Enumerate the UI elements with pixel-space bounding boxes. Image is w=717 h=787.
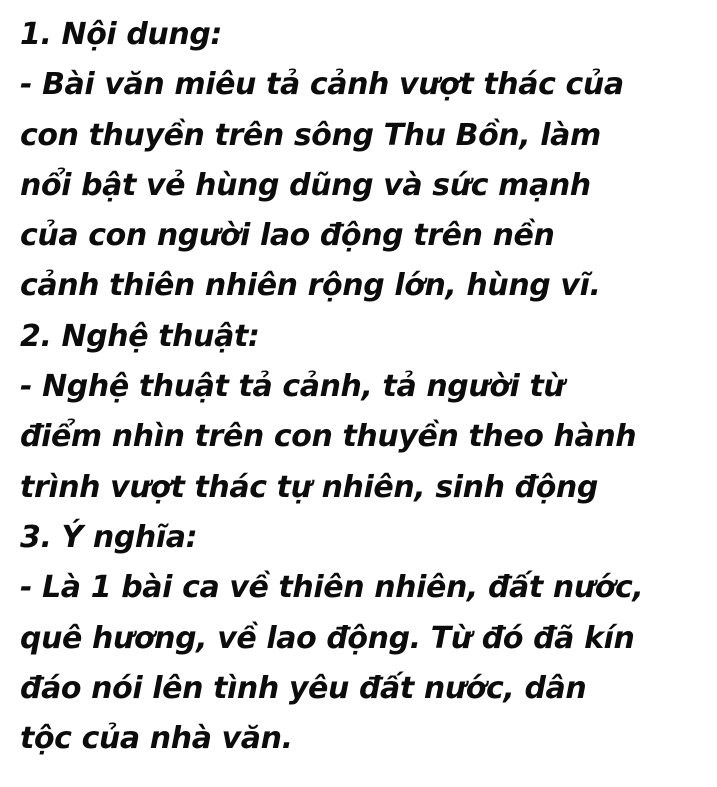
text-line: đáo nói lên tình yêu đất nước, dân <box>20 670 587 706</box>
section-nghe-thuat <box>20 312 699 513</box>
section-heading: 2. Nghệ thuật: <box>20 318 260 354</box>
text-line: - Bài văn miêu tả cảnh vượt thác của <box>20 67 624 103</box>
section-heading: 3. Ý nghĩa: <box>20 519 198 555</box>
section-body <box>20 563 699 764</box>
text-line: trình vượt thác tự nhiên, sinh động <box>20 469 598 505</box>
section-y-nghia <box>20 513 699 764</box>
text-line: quê hương, về lao động. Từ đó đã kín <box>20 620 635 656</box>
section-noi-dung <box>20 10 699 312</box>
section-heading: 1. Nội dung: <box>20 17 223 52</box>
text-line: của con người lao động trên nền <box>20 218 555 254</box>
text-line: - Là 1 bài ca về thiên nhiên, đất nước, <box>20 570 644 606</box>
text-line: - Nghệ thuật tả cảnh, tả người từ <box>20 369 565 405</box>
text-line: tộc của nhà văn. <box>20 721 293 757</box>
section-body <box>20 60 699 311</box>
text-line: cảnh thiên nhiên rộng lớn, hùng vĩ. <box>20 268 601 304</box>
text-line: con thuyền trên sông Thu Bồn, làm <box>20 117 601 153</box>
text-line: nổi bật vẻ hùng dũng và sức mạnh <box>20 167 591 203</box>
text-line: điểm nhìn trên con thuyền theo hành <box>20 419 637 455</box>
section-body <box>20 362 699 513</box>
